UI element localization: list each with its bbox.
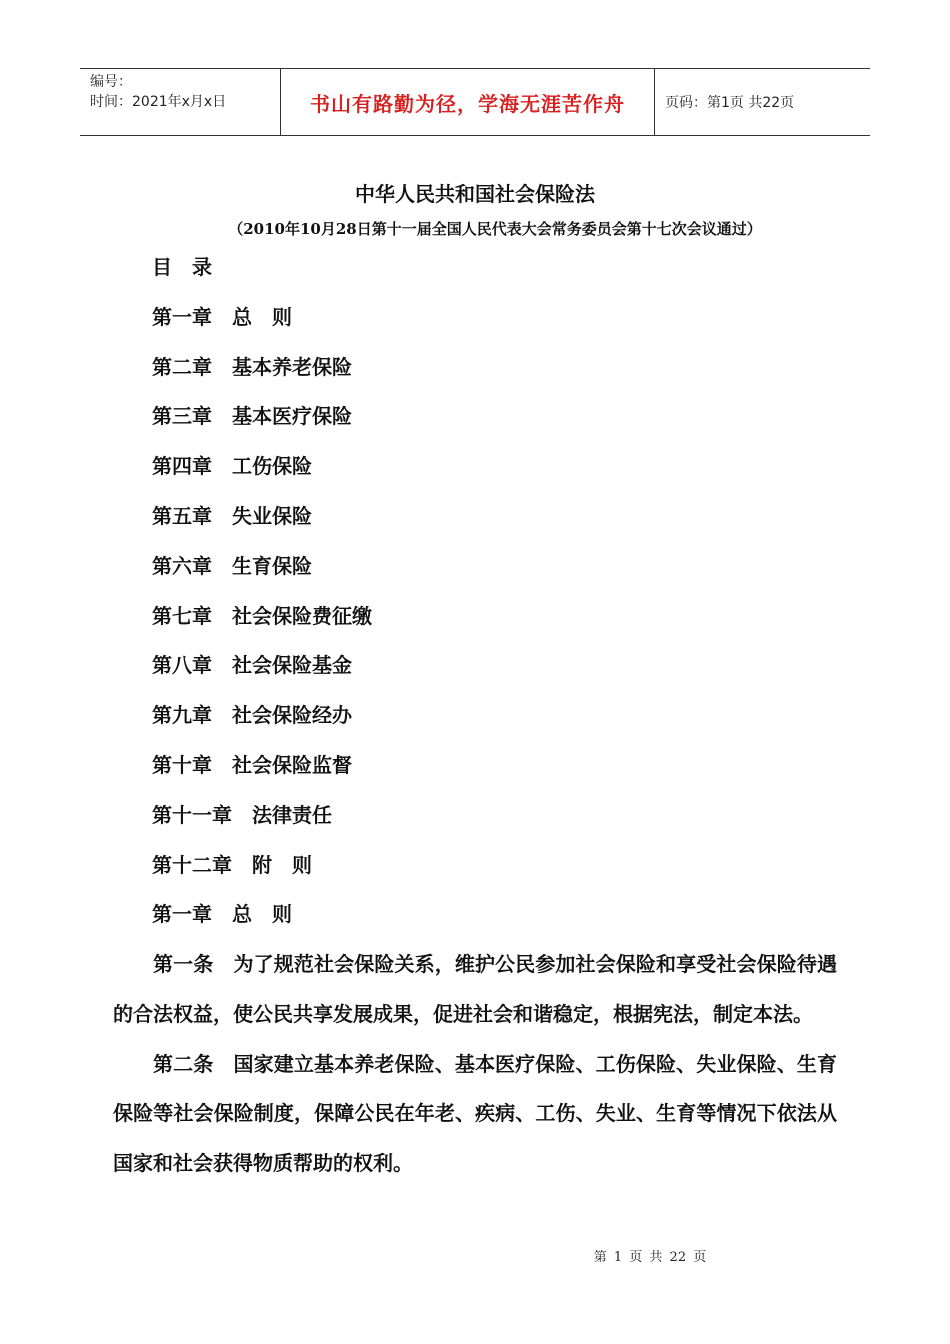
header-page-info: 页码：第1页 共22页 [665, 95, 795, 111]
toc-item: 第四章 工伤保险 [152, 454, 312, 479]
article-paragraph: 第二条 国家建立基本养老保险、基本医疗保险、工伤保险、失业保险、生育保险等社会保险制度，保障公民在年老、疾病、工伤、失业、生育等情况下依法从国家和社会获得物质帮助的权利。 [113, 1051, 837, 1176]
toc-item: 第十二章 附 则 [152, 852, 312, 877]
toc-item: 第九章 社会保险经办 [152, 703, 352, 728]
chapter-heading: 第一章 总 则 [152, 902, 292, 927]
toc-item: 第六章 生育保险 [152, 553, 312, 578]
article-body [113, 940, 837, 1189]
page-footer: 第 1 页 共 22 页 [593, 1250, 707, 1265]
header-meta-cell [80, 69, 281, 135]
header-table [80, 68, 870, 136]
document-title: 中华人民共和国社会保险法 [355, 182, 595, 206]
document-subtitle: （2010年10月28日第十一届全国人民代表大会常务委员会第十七次会议通过） [228, 220, 762, 238]
toc-item: 第八章 社会保险基金 [152, 653, 352, 678]
table-of-contents [152, 250, 372, 947]
toc-item: 第十章 社会保险监督 [152, 752, 352, 777]
toc-item: 第三章 基本医疗保险 [152, 404, 352, 429]
toc-item: 第十一章 法律责任 [152, 802, 332, 827]
toc-item: 第七章 社会保险费征缴 [152, 603, 372, 628]
article-paragraph: 第一条 为了规范社会保险关系，维护公民参加社会保险和享受社会保险待遇的合法权益，使公民共享发展成果，促进社会和谐稳定，根据宪法，制定本法。 [113, 952, 837, 1026]
toc-heading: 目 录 [152, 255, 212, 279]
date-label: 时间：2021年x月x日 [90, 94, 227, 110]
header-motto: 书山有路勤为径，学海无涯苦作舟 [281, 69, 655, 135]
toc-item: 第五章 失业保险 [152, 503, 312, 528]
toc-item: 第二章 基本养老保险 [152, 354, 352, 379]
serial-number-label: 编号： [90, 74, 132, 90]
toc-item: 第一章 总 则 [152, 304, 292, 329]
